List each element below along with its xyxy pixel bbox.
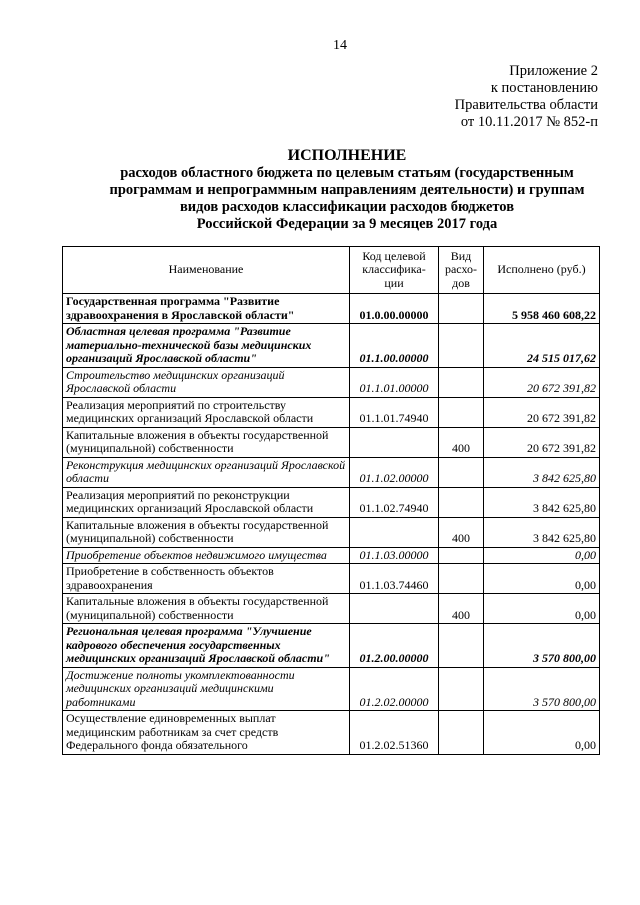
appendix-line: от 10.11.2017 № 852-п (460, 114, 598, 130)
row-code: 01.1.00.00000 (350, 324, 439, 368)
row-amount: 0,00 (484, 547, 600, 564)
table-header-row (63, 247, 600, 294)
row-code: 01.1.01.00000 (350, 367, 439, 397)
row-code (350, 427, 439, 457)
row-name: Областная целевая программа "Развитие материально-технической базы медицинских организаций Ярославской области" (63, 324, 350, 368)
table-row (63, 397, 600, 427)
row-amount: 20 672 391,82 (484, 427, 600, 457)
title-line: расходов областного бюджета по целевым статьям (государственным (120, 165, 574, 181)
title-line: видов расходов классификации расходов бюджетов (179, 199, 515, 215)
row-name: Реконструкция медицинских организаций Ярославской области (63, 457, 350, 487)
row-code: 01.1.01.74940 (350, 397, 439, 427)
table-row (63, 594, 600, 624)
header-code: Код целевой классифика-ции (350, 247, 439, 294)
page-number: 14 (333, 38, 347, 53)
row-name: Капитальные вложения в объекты государственной (муниципальной) собственности (63, 427, 350, 457)
row-code: 01.1.02.74940 (350, 487, 439, 517)
table-row (63, 324, 600, 368)
table-row (63, 547, 600, 564)
table-row (63, 427, 600, 457)
row-code: 01.1.02.00000 (350, 457, 439, 487)
appendix-line: Правительства области (454, 97, 598, 113)
row-name: Реализация мероприятий по реконструкции медицинских организаций Ярославской области (63, 487, 350, 517)
header-name: Наименование (63, 247, 350, 294)
row-kind (439, 294, 484, 324)
table-row (63, 564, 600, 594)
row-kind (439, 457, 484, 487)
appendix-block (455, 63, 598, 131)
row-kind: 400 (439, 427, 484, 457)
row-amount: 20 672 391,82 (484, 367, 600, 397)
row-kind: 400 (439, 517, 484, 547)
row-code: 01.1.03.00000 (350, 547, 439, 564)
row-amount: 5 958 460 608,22 (484, 294, 600, 324)
row-kind (439, 397, 484, 427)
row-code (350, 517, 439, 547)
row-name: Приобретение в собственность объектов здравоохранения (63, 564, 350, 594)
row-code: 01.1.03.74460 (350, 564, 439, 594)
table-row (63, 457, 600, 487)
row-amount: 3 842 625,80 (484, 457, 600, 487)
row-code: 01.2.02.51360 (350, 711, 439, 755)
table-row (63, 294, 600, 324)
row-amount: 3 842 625,80 (484, 487, 600, 517)
row-amount: 0,00 (484, 594, 600, 624)
row-amount: 0,00 (484, 711, 600, 755)
row-kind (439, 547, 484, 564)
title-line: Российской Федерации за 9 месяцев 2017 года (196, 216, 498, 232)
table-row (63, 367, 600, 397)
row-amount: 3 570 800,00 (484, 667, 600, 711)
header-amount: Исполнено (руб.) (484, 247, 600, 294)
table-row (63, 487, 600, 517)
row-code: 01.2.00.00000 (350, 624, 439, 668)
header-kind: Вид расхо-дов (439, 247, 484, 294)
table-row (63, 667, 600, 711)
row-kind (439, 487, 484, 517)
row-name: Приобретение объектов недвижимого имущества (63, 547, 350, 564)
title-heading: ИСПОЛНЕНИЕ (287, 147, 407, 164)
document-title (62, 147, 632, 233)
row-amount: 0,00 (484, 564, 600, 594)
row-kind (439, 367, 484, 397)
table-row (63, 711, 600, 755)
row-amount: 24 515 017,62 (484, 324, 600, 368)
row-name: Капитальные вложения в объекты государственной (муниципальной) собственности (63, 517, 350, 547)
row-name: Государственная программа "Развитие здравоохранения в Ярославской области" (63, 294, 350, 324)
row-amount: 3 570 800,00 (484, 624, 600, 668)
row-kind (439, 667, 484, 711)
row-kind (439, 711, 484, 755)
row-name: Реализация мероприятий по строительству медицинских организаций Ярославской области (63, 397, 350, 427)
row-code (350, 594, 439, 624)
row-kind (439, 564, 484, 594)
appendix-line: Приложение 2 (509, 63, 598, 79)
row-name: Капитальные вложения в объекты государственной (муниципальной) собственности (63, 594, 350, 624)
row-kind (439, 624, 484, 668)
row-kind (439, 324, 484, 368)
row-code: 01.0.00.00000 (350, 294, 439, 324)
row-amount: 3 842 625,80 (484, 517, 600, 547)
expenditure-table (62, 246, 600, 755)
row-code: 01.2.02.00000 (350, 667, 439, 711)
title-line: программам и непрограммным направлениям деятельности) и группам (109, 182, 585, 198)
row-amount: 20 672 391,82 (484, 397, 600, 427)
row-name: Осуществление единовременных выплат медицинским работникам за счет средств Федерального фонда обязательного (63, 711, 350, 755)
row-name: Достижение полноты укомплектованности медицинских организаций медицинскими работниками (63, 667, 350, 711)
table-row (63, 517, 600, 547)
row-name: Региональная целевая программа "Улучшение кадрового обеспечения государственных медицинских организаций Ярославской области" (63, 624, 350, 668)
row-kind: 400 (439, 594, 484, 624)
row-name: Строительство медицинских организаций Ярославской области (63, 367, 350, 397)
appendix-line: к постановлению (490, 80, 598, 96)
table-row (63, 624, 600, 668)
